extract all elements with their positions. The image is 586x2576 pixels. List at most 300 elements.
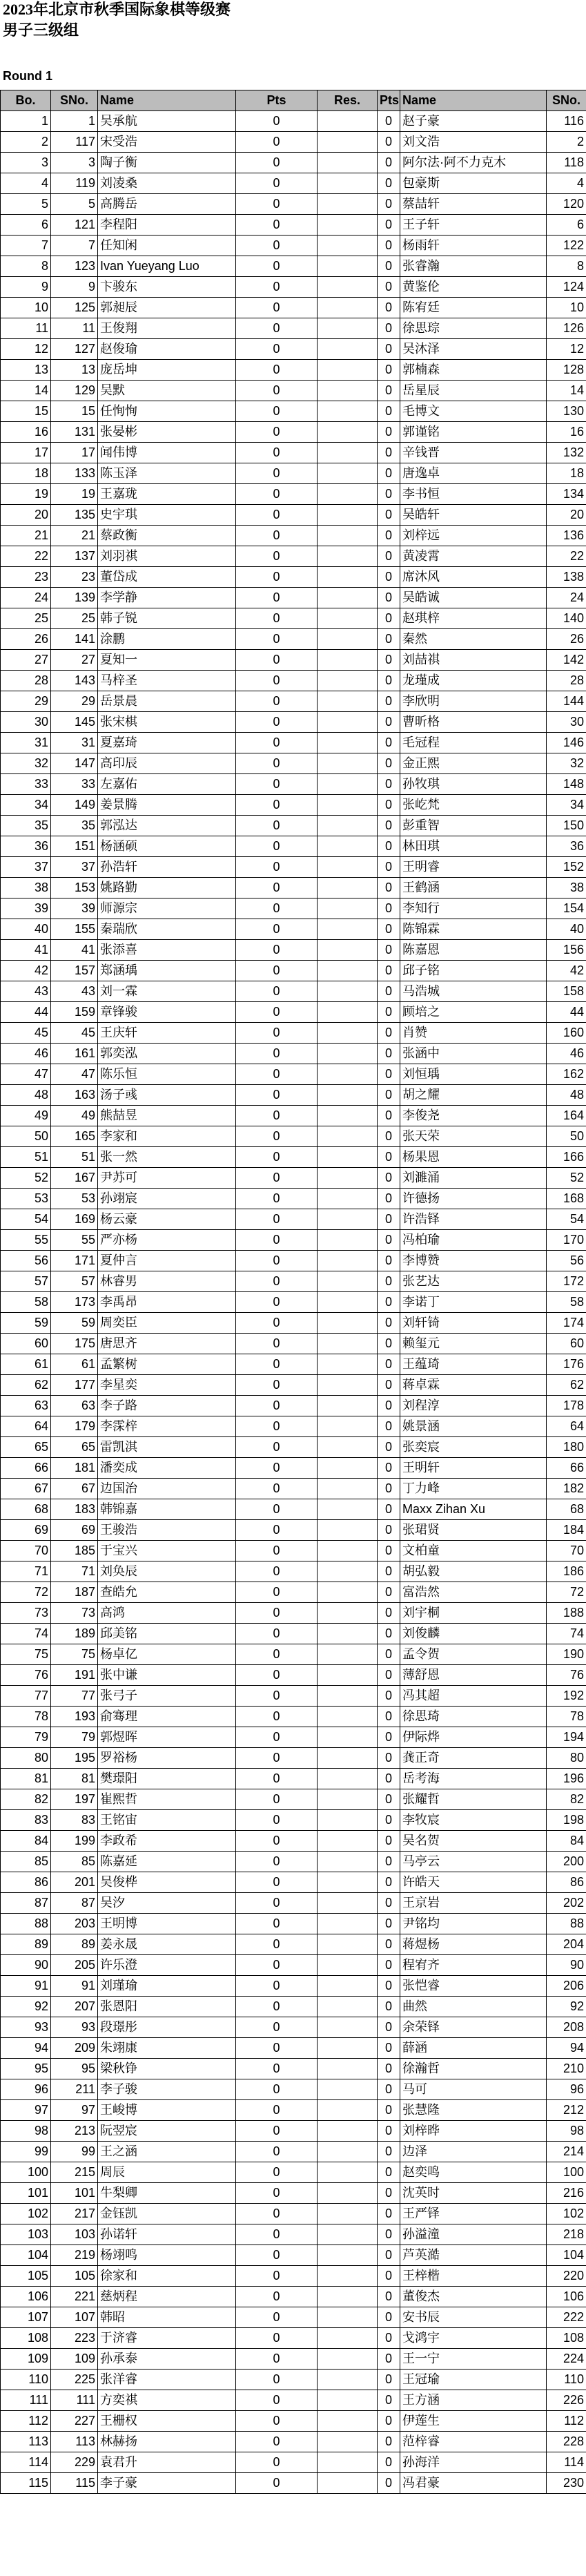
black-points: 0	[378, 2452, 400, 2473]
white-start-number: 57	[51, 1271, 98, 1292]
white-points: 0	[236, 318, 318, 339]
white-player-name: 吴汐	[98, 1893, 236, 1914]
board-number: 14	[1, 381, 51, 401]
board-number: 26	[1, 629, 51, 650]
black-player-name: 王明睿	[400, 857, 547, 878]
black-player-name: 陈宥廷	[400, 298, 547, 318]
black-player-name: 许浩铎	[400, 1209, 547, 1230]
white-start-number: 49	[51, 1106, 98, 1126]
board-number: 15	[1, 401, 51, 422]
black-player-name: 蔡喆轩	[400, 194, 547, 215]
white-start-number: 39	[51, 898, 98, 919]
table-row	[1, 1665, 586, 1686]
black-points: 0	[378, 774, 400, 795]
board-number: 65	[1, 1437, 51, 1458]
result	[318, 2473, 378, 2494]
table-row	[1, 1810, 586, 1831]
white-points: 0	[236, 2038, 318, 2059]
black-player-name: 边泽	[400, 2142, 547, 2162]
white-points: 0	[236, 256, 318, 277]
white-points: 0	[236, 2100, 318, 2121]
white-player-name: 张恩阳	[98, 1997, 236, 2017]
black-points: 0	[378, 1292, 400, 1313]
table-row	[1, 1230, 586, 1251]
white-player-name: 方奕祺	[98, 2390, 236, 2411]
table-row	[1, 277, 586, 298]
board-number: 1	[1, 111, 51, 132]
table-row	[1, 1603, 586, 1624]
black-points: 0	[378, 2245, 400, 2266]
black-start-number: 6	[547, 215, 586, 236]
result	[318, 1064, 378, 1085]
black-player-name: 辛钱晋	[400, 443, 547, 463]
black-points: 0	[378, 1230, 400, 1251]
table-row	[1, 608, 586, 629]
board-number: 106	[1, 2287, 51, 2307]
black-player-name: 董俊杰	[400, 2287, 547, 2307]
black-player-name: 余荣铎	[400, 2017, 547, 2038]
black-start-number: 94	[547, 2038, 586, 2059]
white-start-number: 217	[51, 2204, 98, 2224]
white-player-name: 郭泓达	[98, 816, 236, 836]
table-row	[1, 2245, 586, 2266]
board-number: 102	[1, 2204, 51, 2224]
table-row	[1, 1997, 586, 2017]
table-row	[1, 422, 586, 443]
white-points: 0	[236, 194, 318, 215]
white-start-number: 9	[51, 277, 98, 298]
white-points: 0	[236, 1396, 318, 1416]
black-start-number: 166	[547, 1147, 586, 1168]
white-player-name: 周辰	[98, 2162, 236, 2183]
result	[318, 2370, 378, 2390]
white-points: 0	[236, 1023, 318, 1044]
black-player-name: 杨雨轩	[400, 236, 547, 256]
table-row	[1, 1044, 586, 1064]
black-start-number: 162	[547, 1064, 586, 1085]
table-row	[1, 1707, 586, 1727]
white-player-name: 杨涵硕	[98, 836, 236, 857]
black-player-name: 毛冠程	[400, 733, 547, 753]
white-points: 0	[236, 111, 318, 132]
black-player-name: 冯其超	[400, 1686, 547, 1707]
white-player-name: 陈嘉延	[98, 1852, 236, 1872]
table-row	[1, 443, 586, 463]
white-start-number: 75	[51, 1644, 98, 1665]
black-points: 0	[378, 1872, 400, 1893]
black-points: 0	[378, 215, 400, 236]
white-start-number: 127	[51, 339, 98, 360]
table-row	[1, 2038, 586, 2059]
result	[318, 1437, 378, 1458]
black-player-name: 李诺丁	[400, 1292, 547, 1313]
black-player-name: 刘濉涌	[400, 1168, 547, 1189]
black-start-number: 160	[547, 1023, 586, 1044]
black-points: 0	[378, 567, 400, 588]
table-row	[1, 2204, 586, 2224]
white-points: 0	[236, 1934, 318, 1955]
black-start-number: 38	[547, 878, 586, 898]
black-player-name: 马亭云	[400, 1852, 547, 1872]
result	[318, 1126, 378, 1147]
black-player-name: 黄凌霄	[400, 546, 547, 567]
board-number: 100	[1, 2162, 51, 2183]
white-points: 0	[236, 691, 318, 712]
white-points: 0	[236, 961, 318, 981]
board-number: 39	[1, 898, 51, 919]
table-row	[1, 2100, 586, 2121]
table-row	[1, 1292, 586, 1313]
black-start-number: 30	[547, 712, 586, 733]
white-points: 0	[236, 401, 318, 422]
table-row	[1, 173, 586, 194]
board-number: 24	[1, 588, 51, 608]
white-points: 0	[236, 1707, 318, 1727]
white-points: 0	[236, 712, 318, 733]
result	[318, 2017, 378, 2038]
black-start-number: 164	[547, 1106, 586, 1126]
black-player-name: 杨果恩	[400, 1147, 547, 1168]
result	[318, 940, 378, 961]
white-player-name: 张晏彬	[98, 422, 236, 443]
table-row	[1, 132, 586, 153]
board-number: 45	[1, 1023, 51, 1044]
white-points: 0	[236, 1852, 318, 1872]
black-player-name: 富浩然	[400, 1582, 547, 1603]
black-player-name: 徐思琦	[400, 1707, 547, 1727]
board-number: 16	[1, 422, 51, 443]
white-player-name: 段璟彤	[98, 2017, 236, 2038]
result	[318, 318, 378, 339]
white-points: 0	[236, 2349, 318, 2370]
white-start-number: 103	[51, 2224, 98, 2245]
board-number: 58	[1, 1292, 51, 1313]
white-player-name: 林赫扬	[98, 2432, 236, 2452]
board-number: 87	[1, 1893, 51, 1914]
result	[318, 961, 378, 981]
white-player-name: 王嘉珑	[98, 484, 236, 505]
black-player-name: 陈嘉恩	[400, 940, 547, 961]
black-points: 0	[378, 2411, 400, 2432]
white-player-name: 许乐澄	[98, 1955, 236, 1976]
black-start-number: 200	[547, 1852, 586, 1872]
white-start-number: 165	[51, 1126, 98, 1147]
board-number: 115	[1, 2473, 51, 2494]
white-points: 0	[236, 1665, 318, 1686]
black-start-number: 52	[547, 1168, 586, 1189]
table-row	[1, 2224, 586, 2245]
white-player-name: 任恂恂	[98, 401, 236, 422]
table-row	[1, 1686, 586, 1707]
black-player-name: 包豪斯	[400, 173, 547, 194]
result	[318, 2287, 378, 2307]
white-start-number: 35	[51, 816, 98, 836]
white-player-name: 夏仲言	[98, 1251, 236, 1271]
white-start-number: 1	[51, 111, 98, 132]
black-start-number: 216	[547, 2183, 586, 2204]
white-start-number: 153	[51, 878, 98, 898]
result	[318, 2307, 378, 2328]
white-player-name: 边国治	[98, 1479, 236, 1499]
white-start-number: 115	[51, 2473, 98, 2494]
white-start-number: 183	[51, 1499, 98, 1520]
table-row	[1, 795, 586, 816]
white-player-name: 章锋骏	[98, 1002, 236, 1023]
black-player-name: 刘程淳	[400, 1396, 547, 1416]
result	[318, 1044, 378, 1064]
board-number: 101	[1, 2183, 51, 2204]
black-points: 0	[378, 608, 400, 629]
white-player-name: 秦瑞欣	[98, 919, 236, 940]
black-player-name: 龙瑾成	[400, 671, 547, 691]
white-start-number: 207	[51, 1997, 98, 2017]
result	[318, 1292, 378, 1313]
white-start-number: 25	[51, 608, 98, 629]
black-points: 0	[378, 463, 400, 484]
white-player-name: 尹苏可	[98, 1168, 236, 1189]
black-player-name: 戈鸿宇	[400, 2328, 547, 2349]
board-number: 44	[1, 1002, 51, 1023]
black-points: 0	[378, 2100, 400, 2121]
white-player-name: 任知闲	[98, 236, 236, 256]
black-player-name: 王一宁	[400, 2349, 547, 2370]
black-start-number: 88	[547, 1914, 586, 1934]
white-player-name: 牛梨卿	[98, 2183, 236, 2204]
result	[318, 2328, 378, 2349]
table-row	[1, 1271, 586, 1292]
result	[318, 526, 378, 546]
white-player-name: 于宝兴	[98, 1541, 236, 1561]
black-points: 0	[378, 2224, 400, 2245]
black-start-number: 90	[547, 1955, 586, 1976]
white-start-number: 29	[51, 691, 98, 712]
white-start-number: 143	[51, 671, 98, 691]
black-points: 0	[378, 111, 400, 132]
white-points: 0	[236, 1251, 318, 1271]
table-row	[1, 1561, 586, 1582]
white-player-name: 严亦杨	[98, 1230, 236, 1251]
black-points: 0	[378, 256, 400, 277]
result	[318, 857, 378, 878]
white-start-number: 219	[51, 2245, 98, 2266]
white-points: 0	[236, 940, 318, 961]
black-player-name: Maxx Zihan Xu	[400, 1499, 547, 1520]
table-row	[1, 1251, 586, 1271]
result	[318, 1831, 378, 1852]
black-start-number: 16	[547, 422, 586, 443]
black-player-name: 王蕴琦	[400, 1354, 547, 1375]
black-player-name: 程宥齐	[400, 1955, 547, 1976]
black-start-number: 152	[547, 857, 586, 878]
black-start-number: 208	[547, 2017, 586, 2038]
white-points: 0	[236, 2307, 318, 2328]
header-result: Res.	[318, 90, 378, 111]
black-player-name: 孙海洋	[400, 2452, 547, 2473]
black-points: 0	[378, 1582, 400, 1603]
black-start-number: 184	[547, 1520, 586, 1541]
result	[318, 1727, 378, 1748]
board-number: 37	[1, 857, 51, 878]
white-points: 0	[236, 153, 318, 173]
result	[318, 1997, 378, 2017]
table-row	[1, 2183, 586, 2204]
board-number: 63	[1, 1396, 51, 1416]
black-points: 0	[378, 1707, 400, 1727]
black-player-name: 张恺睿	[400, 1976, 547, 1997]
white-player-name: 姚路勤	[98, 878, 236, 898]
white-player-name: 李子路	[98, 1396, 236, 1416]
black-points: 0	[378, 1168, 400, 1189]
white-player-name: 刘一霖	[98, 981, 236, 1002]
black-points: 0	[378, 1479, 400, 1499]
result	[318, 691, 378, 712]
white-start-number: 27	[51, 650, 98, 671]
header-board: Bo.	[1, 90, 51, 111]
result	[318, 836, 378, 857]
black-points: 0	[378, 2162, 400, 2183]
white-points: 0	[236, 1997, 318, 2017]
result	[318, 629, 378, 650]
white-player-name: 张洋睿	[98, 2370, 236, 2390]
white-player-name: 李子豪	[98, 2473, 236, 2494]
black-player-name: 姚景涵	[400, 1416, 547, 1437]
result	[318, 2142, 378, 2162]
black-points: 0	[378, 1644, 400, 1665]
white-start-number: 109	[51, 2349, 98, 2370]
board-number: 71	[1, 1561, 51, 1582]
table-row	[1, 1748, 586, 1769]
result	[318, 111, 378, 132]
result	[318, 401, 378, 422]
result	[318, 567, 378, 588]
black-points: 0	[378, 2307, 400, 2328]
white-start-number: 53	[51, 1189, 98, 1209]
result	[318, 1624, 378, 1644]
white-start-number: 33	[51, 774, 98, 795]
result	[318, 2411, 378, 2432]
white-start-number: 117	[51, 132, 98, 153]
board-number: 112	[1, 2411, 51, 2432]
board-number: 21	[1, 526, 51, 546]
black-start-number: 20	[547, 505, 586, 526]
black-start-number: 170	[547, 1230, 586, 1251]
white-points: 0	[236, 981, 318, 1002]
table-row	[1, 629, 586, 650]
white-start-number: 179	[51, 1416, 98, 1437]
white-start-number: 227	[51, 2411, 98, 2432]
table-row	[1, 2349, 586, 2370]
black-points: 0	[378, 898, 400, 919]
white-points: 0	[236, 733, 318, 753]
black-player-name: 安书辰	[400, 2307, 547, 2328]
white-points: 0	[236, 360, 318, 381]
result	[318, 2245, 378, 2266]
black-points: 0	[378, 1334, 400, 1354]
white-start-number: 169	[51, 1209, 98, 1230]
white-start-number: 17	[51, 443, 98, 463]
white-player-name: 张中谦	[98, 1665, 236, 1686]
black-start-number: 194	[547, 1727, 586, 1748]
board-number: 86	[1, 1872, 51, 1893]
black-player-name: 伊莲生	[400, 2411, 547, 2432]
white-start-number: 111	[51, 2390, 98, 2411]
white-start-number: 171	[51, 1251, 98, 1271]
black-start-number: 104	[547, 2245, 586, 2266]
result	[318, 1769, 378, 1789]
table-row	[1, 1520, 586, 1541]
result	[318, 1479, 378, 1499]
board-number: 49	[1, 1106, 51, 1126]
white-start-number: 223	[51, 2328, 98, 2349]
board-number: 78	[1, 1707, 51, 1727]
board-number: 48	[1, 1085, 51, 1106]
result	[318, 1644, 378, 1665]
black-points: 0	[378, 298, 400, 318]
result	[318, 1334, 378, 1354]
black-start-number: 64	[547, 1416, 586, 1437]
white-player-name: 岳景晨	[98, 691, 236, 712]
board-number: 68	[1, 1499, 51, 1520]
result	[318, 671, 378, 691]
table-row	[1, 194, 586, 215]
white-points: 0	[236, 2411, 318, 2432]
white-player-name: 杨翊鸣	[98, 2245, 236, 2266]
white-points: 0	[236, 1644, 318, 1665]
white-start-number: 187	[51, 1582, 98, 1603]
white-player-name: 梁秋铮	[98, 2059, 236, 2079]
white-player-name: 李政希	[98, 1831, 236, 1852]
table-row	[1, 1582, 586, 1603]
white-player-name: 熊喆昱	[98, 1106, 236, 1126]
white-points: 0	[236, 1499, 318, 1520]
white-start-number: 55	[51, 1230, 98, 1251]
black-player-name: 孙牧琪	[400, 774, 547, 795]
black-start-number: 156	[547, 940, 586, 961]
black-player-name: 文柏童	[400, 1541, 547, 1561]
table-row	[1, 2307, 586, 2328]
table-row	[1, 1872, 586, 1893]
white-player-name: 袁君升	[98, 2452, 236, 2473]
black-points: 0	[378, 981, 400, 1002]
group-title: 男子三级组	[3, 21, 79, 39]
white-player-name: 孙浩轩	[98, 857, 236, 878]
black-player-name: 刘文浩	[400, 132, 547, 153]
black-points: 0	[378, 857, 400, 878]
white-player-name: 夏嘉琦	[98, 733, 236, 753]
black-points: 0	[378, 1934, 400, 1955]
table-row	[1, 1499, 586, 1520]
board-number: 90	[1, 1955, 51, 1976]
black-player-name: 岳考海	[400, 1769, 547, 1789]
result	[318, 2162, 378, 2183]
header-start-number-white: SNo.	[51, 90, 98, 111]
black-points: 0	[378, 1416, 400, 1437]
result	[318, 2452, 378, 2473]
board-number: 6	[1, 215, 51, 236]
black-start-number: 126	[547, 318, 586, 339]
table-row	[1, 401, 586, 422]
board-number: 18	[1, 463, 51, 484]
black-start-number: 32	[547, 753, 586, 774]
result	[318, 774, 378, 795]
black-player-name: 蒋卓霖	[400, 1375, 547, 1396]
table-row	[1, 1106, 586, 1126]
result	[318, 1416, 378, 1437]
board-number: 80	[1, 1748, 51, 1769]
board-number: 70	[1, 1541, 51, 1561]
black-points: 0	[378, 1893, 400, 1914]
result	[318, 1002, 378, 1023]
